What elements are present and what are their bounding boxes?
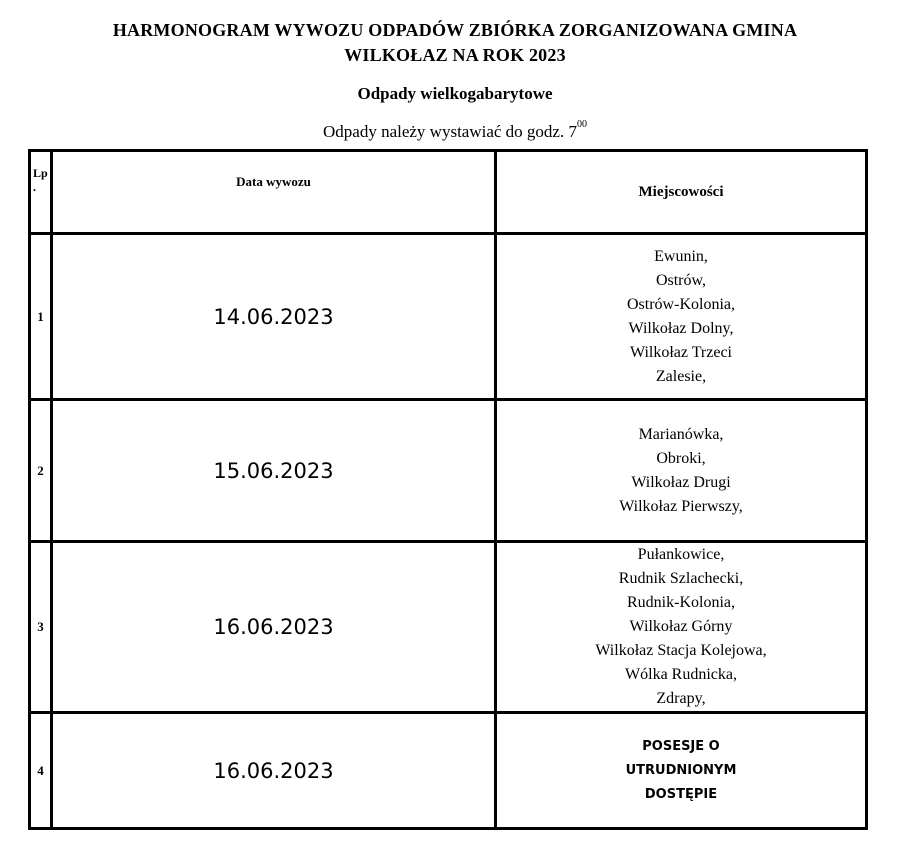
collection-time-note — [0, 119, 910, 142]
place-item: Wilkołaz Górny — [629, 618, 733, 635]
place-item: Rudnik-Kolonia, — [627, 594, 735, 611]
header-lp-dot: . — [33, 180, 36, 194]
note-superscript: 00 — [576, 119, 587, 130]
title-line-1: HARMONOGRAM WYWOZU ODPADÓW ZBIÓRKA ZORGANIZOWANA GMINA — [112, 20, 798, 40]
row-number: 1 — [30, 234, 52, 400]
table-row — [30, 400, 867, 542]
place-item: Ewunin, — [654, 247, 708, 265]
header-lp — [30, 151, 52, 234]
place-item: Wilkołaz Dolny, — [628, 319, 734, 337]
note-text: Odpady należy wystawiać do godz. 7 — [323, 122, 577, 141]
place-item: Obroki, — [656, 449, 706, 467]
place-item: Marianówka, — [638, 425, 724, 443]
place-item: Ostrów-Kolonia, — [627, 295, 735, 313]
table-row — [30, 542, 867, 713]
subtitle: Odpady wielkogabarytowe — [357, 84, 553, 103]
row-date: 15.06.2023 — [52, 400, 496, 542]
place-item: UTRUDNIONYM — [625, 762, 737, 778]
schedule-table — [28, 149, 868, 830]
place-item: Wólka Rudnicka, — [625, 666, 737, 683]
place-item: Wilkołaz Trzeci — [630, 343, 732, 361]
row-number: 2 — [30, 400, 52, 542]
table-row — [30, 234, 867, 400]
place-item: Wilkołaz Stacja Kolejowa, — [595, 642, 767, 659]
table-row — [30, 713, 867, 829]
header-places: Miejscowości — [496, 151, 867, 234]
place-item: Ostrów, — [655, 271, 707, 289]
table-header-row — [30, 151, 867, 234]
title-line-2: WILKOŁAZ NA ROK 2023 — [344, 45, 566, 65]
row-date: 16.06.2023 — [52, 542, 496, 713]
place-item: Rudnik Szlachecki, — [618, 570, 744, 587]
row-number: 3 — [30, 542, 52, 713]
place-item: Zalesie, — [655, 367, 707, 385]
place-item: Wilkołaz Pierwszy, — [619, 497, 743, 515]
row-places — [496, 713, 867, 829]
place-item: Wilkołaz Drugi — [631, 473, 731, 491]
header-lp-text: Lp — [33, 166, 48, 180]
place-item: Zdrapy, — [656, 690, 706, 707]
place-item: DOSTĘPIE — [644, 786, 718, 802]
row-places — [496, 234, 867, 400]
row-date: 16.06.2023 — [52, 713, 496, 829]
row-places — [496, 400, 867, 542]
place-item: Pułankowice, — [637, 546, 725, 563]
row-places — [496, 542, 867, 713]
place-item: POSESJE O — [642, 738, 720, 754]
row-date: 14.06.2023 — [52, 234, 496, 400]
row-number: 4 — [30, 713, 52, 829]
header-date: Data wywozu — [52, 151, 496, 234]
